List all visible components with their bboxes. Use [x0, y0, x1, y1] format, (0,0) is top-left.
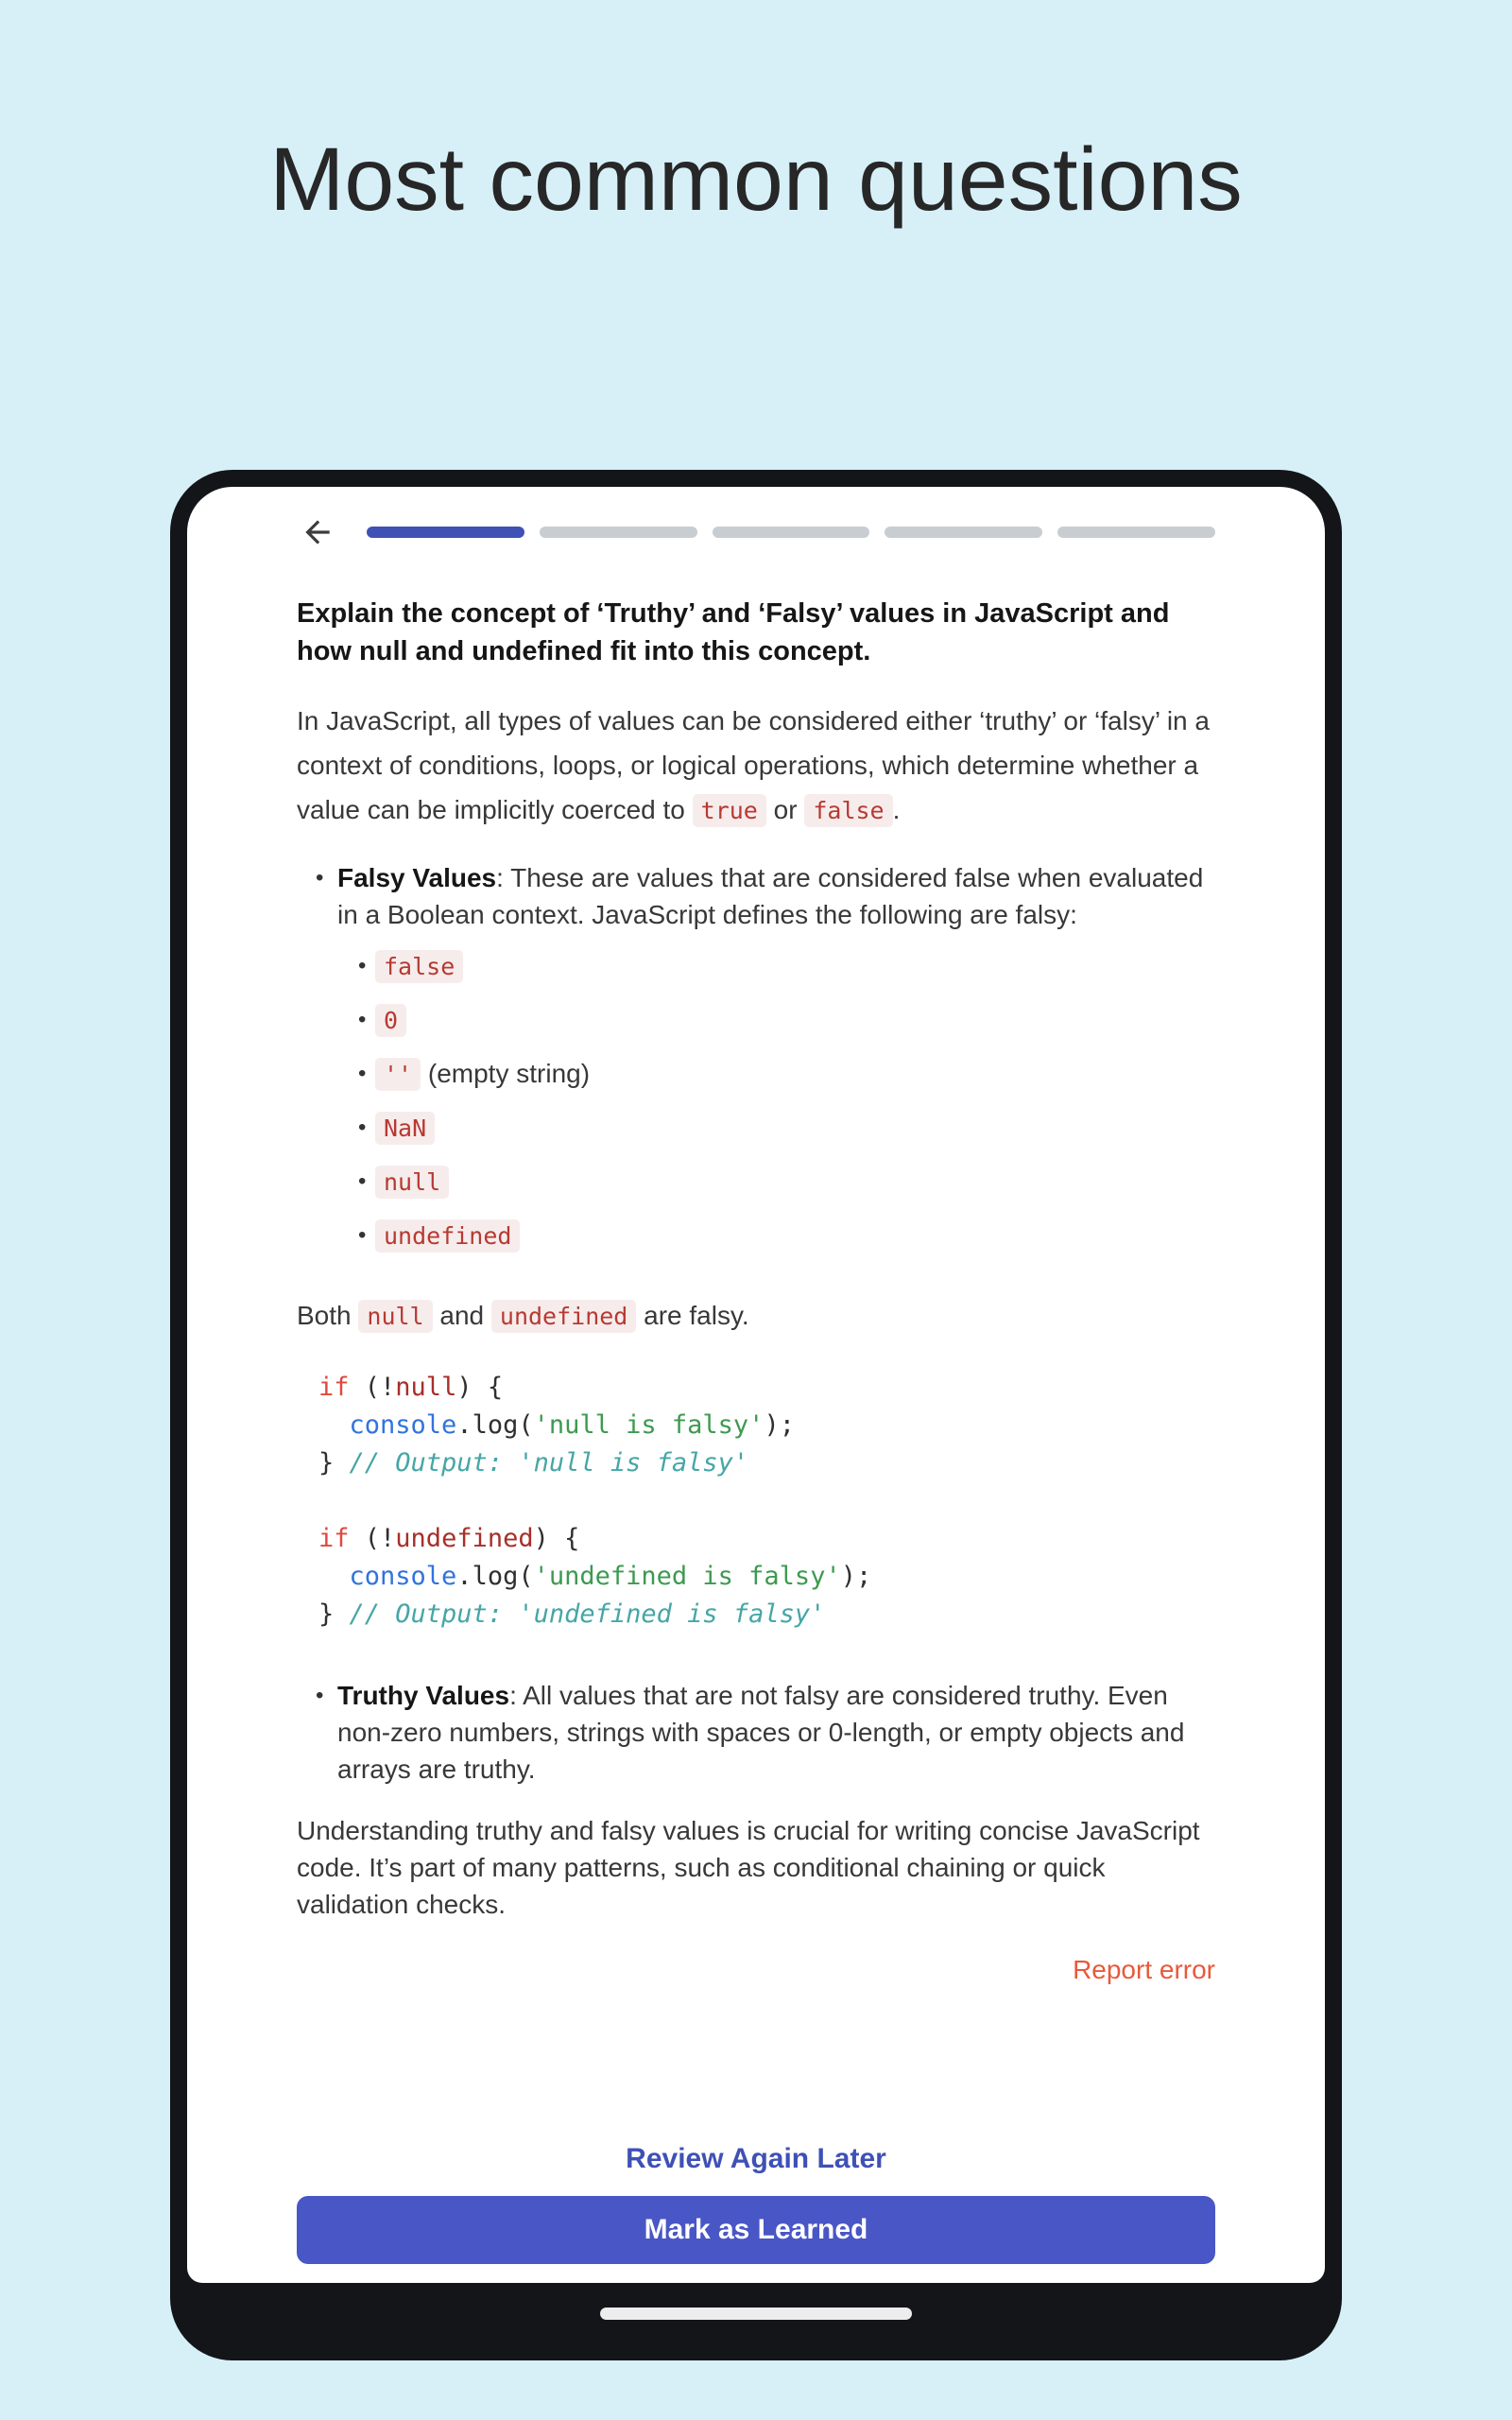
- code-line: [318, 1407, 1215, 1444]
- code-line: [318, 1369, 1215, 1407]
- question-title: Explain the concept of ‘Truthy’ and ‘Falsy’ values in JavaScript and how null and undefined fit into this concept.: [297, 598, 1170, 666]
- code-token: }: [318, 1599, 350, 1629]
- inline-code: undefined: [491, 1300, 636, 1333]
- code-block: [318, 1520, 1215, 1634]
- truthy-values-list: [297, 1677, 1215, 1788]
- inline-code: null: [358, 1300, 432, 1333]
- phone-frame: [170, 470, 1342, 2360]
- code-block: [318, 1369, 1215, 1482]
- progress-segment: [713, 527, 870, 538]
- text-run: are falsy.: [636, 1301, 749, 1330]
- inline-code: false: [804, 794, 892, 827]
- gesture-bar-area: [187, 2283, 1325, 2343]
- code-token: if: [318, 1373, 350, 1402]
- both-falsy-paragraph: [297, 1294, 1215, 1339]
- text-run: In JavaScript, all types of values can be considered either ‘truthy’ or ‘falsy’ in a context of conditions, loops, or logical operations, which determine whether a value can be implicitly coerced to: [297, 706, 1210, 824]
- code-token: [318, 1410, 350, 1440]
- arrow-left-icon: [300, 514, 335, 550]
- list-item: [337, 946, 1215, 987]
- report-error-link[interactable]: Report error: [1073, 1955, 1215, 1984]
- inline-code: undefined: [375, 1219, 520, 1253]
- page-title: Most common questions: [269, 130, 1243, 230]
- code-token: }: [318, 1448, 350, 1478]
- top-bar: [297, 511, 1215, 553]
- answer-outro-paragraph: Understanding truthy and falsy values is crucial for writing concise JavaScript code. It’s part of many patterns, such as conditional chaining or quick validation checks.: [297, 1816, 1200, 1919]
- review-again-later-link[interactable]: Review Again Later: [626, 2143, 886, 2174]
- list-item: [337, 1108, 1215, 1149]
- code-token: undefined: [395, 1524, 534, 1553]
- progress-segment: [540, 527, 697, 538]
- text-run: (empty string): [421, 1059, 591, 1088]
- code-line: [318, 1596, 1215, 1634]
- inline-code: NaN: [375, 1112, 435, 1145]
- code-token: [318, 1562, 350, 1591]
- list-item: [337, 1216, 1215, 1256]
- code-token: ) {: [456, 1373, 504, 1402]
- mark-as-learned-button[interactable]: Mark as Learned: [297, 2196, 1215, 2264]
- code-token: null: [395, 1373, 457, 1402]
- code-token: );: [840, 1562, 872, 1591]
- code-line: [318, 1558, 1215, 1596]
- list-item: [337, 1000, 1215, 1041]
- code-token: .log(: [456, 1562, 534, 1591]
- code-token: (!: [349, 1373, 396, 1402]
- inline-code: null: [375, 1166, 449, 1199]
- code-token: 'undefined is falsy': [533, 1562, 841, 1591]
- code-token: 'null is falsy': [533, 1410, 765, 1440]
- inline-code: 0: [375, 1004, 406, 1037]
- progress-segment-active: [367, 527, 524, 538]
- text-run: .: [892, 795, 901, 824]
- bold-text: Falsy Values: [337, 863, 497, 892]
- code-token: );: [764, 1410, 795, 1440]
- code-token: (!: [349, 1524, 396, 1553]
- text-run: and: [432, 1301, 491, 1330]
- inline-code: true: [693, 794, 766, 827]
- progress-segment: [885, 527, 1042, 538]
- code-line: [318, 1520, 1215, 1558]
- code-token: console: [349, 1562, 457, 1591]
- falsy-values-item: [297, 859, 1215, 1256]
- list-item: [337, 1054, 1215, 1095]
- home-indicator[interactable]: [600, 2308, 912, 2320]
- text-run: : These are values that are considered false when evaluated in a Boolean context. JavaScript defines the following are falsy:: [337, 863, 1204, 929]
- text-run: or: [765, 795, 805, 824]
- code-token: // Output: 'undefined is falsy': [349, 1599, 826, 1629]
- bold-text: Truthy Values: [337, 1681, 510, 1710]
- text-run: Both: [297, 1301, 359, 1330]
- code-line: [318, 1444, 1215, 1482]
- back-button[interactable]: [297, 511, 338, 553]
- truthy-values-text: [337, 1677, 1215, 1788]
- falsy-values-text: [337, 859, 1215, 933]
- code-token: .log(: [456, 1410, 534, 1440]
- app-screen: [187, 487, 1325, 2283]
- inline-code: '': [375, 1058, 421, 1091]
- code-token: console: [349, 1410, 457, 1440]
- code-examples: [297, 1369, 1215, 1634]
- falsy-values-sublist: [337, 946, 1215, 1256]
- progress-bar: [367, 527, 1215, 538]
- code-token: // Output: 'null is falsy': [349, 1448, 749, 1478]
- truthy-values-item: [297, 1677, 1215, 1788]
- text-run: : All values that are not falsy are considered truthy. Even non-zero numbers, strings with spaces or 0-length, or empty objects and arrays are truthy.: [337, 1681, 1185, 1784]
- progress-segment: [1057, 527, 1215, 538]
- report-error-row: [297, 1955, 1215, 1985]
- code-token: ) {: [533, 1524, 580, 1553]
- falsy-values-list: [297, 859, 1215, 1270]
- list-item: [337, 1162, 1215, 1202]
- inline-code: false: [375, 950, 463, 983]
- code-token: if: [318, 1524, 350, 1553]
- answer-intro-paragraph: [297, 699, 1215, 833]
